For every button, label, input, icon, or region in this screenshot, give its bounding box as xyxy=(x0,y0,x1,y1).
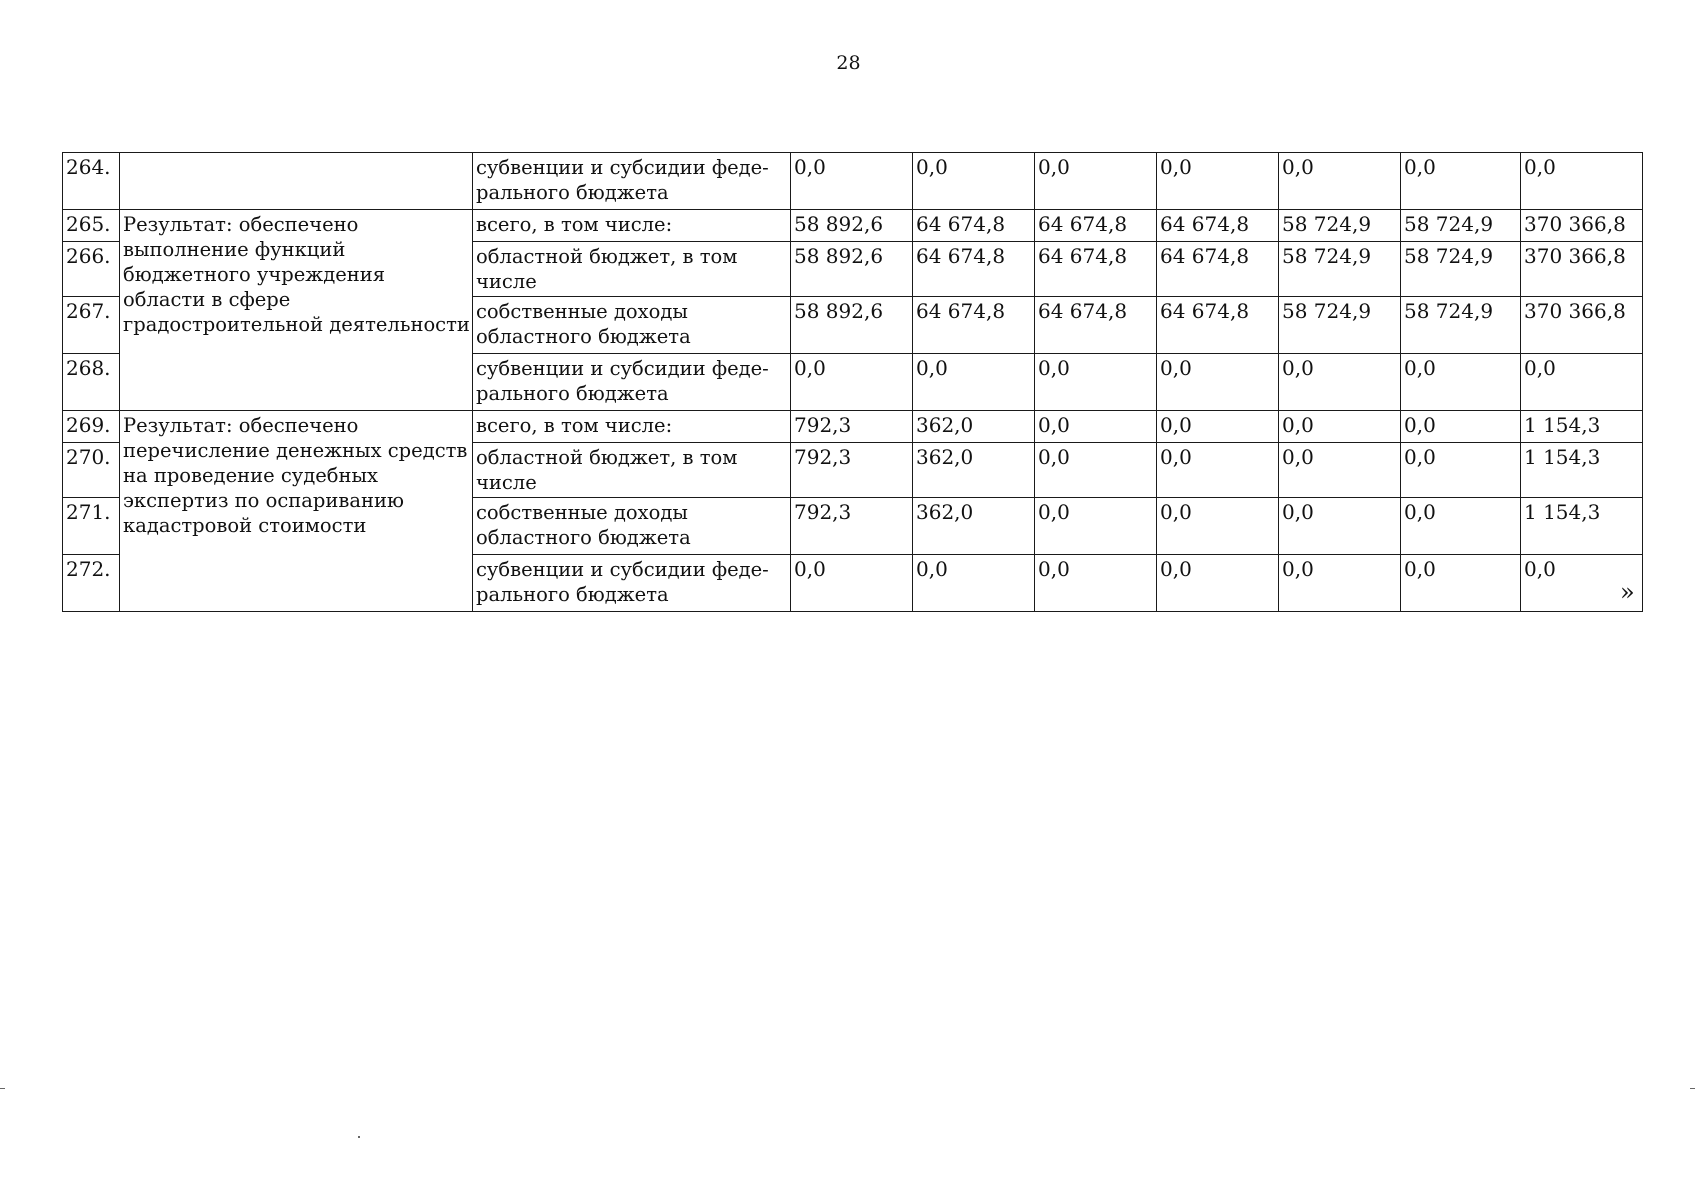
value-cell: 792,3 xyxy=(791,411,913,443)
row-number: 268. xyxy=(63,354,120,411)
value-cell: 792,3 xyxy=(791,498,913,555)
scan-dot xyxy=(358,1136,360,1138)
value-cell: 362,0 xyxy=(913,411,1035,443)
value-cell: 0,0 xyxy=(1279,354,1401,411)
value-cell: 0,0 xyxy=(1157,354,1279,411)
value-cell: 0,0 xyxy=(1521,153,1643,210)
value-cell: 0,0 xyxy=(1157,498,1279,555)
table-row xyxy=(63,153,1643,210)
value-cell: 0,0 xyxy=(1279,411,1401,443)
funding-source: собственные доходы областного бюджета xyxy=(473,498,791,555)
value-cell: 0,0 xyxy=(1401,411,1521,443)
result-description: Результат: обеспечено перечисление денежных средств на проведение судебных экспертиз по оспариванию кадастровой стоимости xyxy=(120,411,473,612)
value-cell: 0,0 xyxy=(1521,555,1643,612)
value-cell: 58 892,6 xyxy=(791,210,913,242)
value-cell: 0,0 xyxy=(1157,411,1279,443)
value-cell: 0,0 xyxy=(913,555,1035,612)
funding-source: областной бюджет, в том числе xyxy=(473,242,791,297)
value-cell: 0,0 xyxy=(1401,555,1521,612)
value-cell: 0,0 xyxy=(1279,498,1401,555)
value-cell: 64 674,8 xyxy=(1035,242,1157,297)
value-cell: 0,0 xyxy=(1035,555,1157,612)
scan-edge-mark-left xyxy=(0,1088,5,1089)
value-cell: 792,3 xyxy=(791,443,913,498)
result-description: Результат: обеспечено выполнение функций бюджетного учреждения области в сфере градостроительной деятельности xyxy=(120,210,473,411)
value-cell: 64 674,8 xyxy=(1035,297,1157,354)
row-number: 265. xyxy=(63,210,120,242)
value-cell: 0,0 xyxy=(1401,354,1521,411)
budget-table xyxy=(62,152,1643,612)
row-number: 272. xyxy=(63,555,120,612)
value-cell: 370 366,8 xyxy=(1521,297,1643,354)
funding-source: субвенции и субсидии феде- рального бюджета xyxy=(473,354,791,411)
value-cell: 362,0 xyxy=(913,443,1035,498)
result-cell-empty xyxy=(120,153,473,210)
value-cell: 58 724,9 xyxy=(1279,297,1401,354)
value-cell: 0,0 xyxy=(1035,354,1157,411)
value-cell: 1 154,3 xyxy=(1521,411,1643,443)
value-cell: 58 892,6 xyxy=(791,297,913,354)
funding-source: субвенции и субсидии феде- рального бюджета xyxy=(473,555,791,612)
value-cell: 58 724,9 xyxy=(1401,210,1521,242)
scan-edge-mark-right xyxy=(1690,1088,1695,1089)
value-cell: 0,0 xyxy=(791,555,913,612)
value-cell: 64 674,8 xyxy=(913,210,1035,242)
table-row xyxy=(63,210,1643,242)
value-cell: 370 366,8 xyxy=(1521,242,1643,297)
value-cell: 0,0 xyxy=(1035,498,1157,555)
funding-source: субвенции и субсидии феде- рального бюджета xyxy=(473,153,791,210)
row-number: 264. xyxy=(63,153,120,210)
value-cell: 0,0 xyxy=(1157,443,1279,498)
value-cell: 64 674,8 xyxy=(913,242,1035,297)
value-cell: 0,0 xyxy=(791,153,913,210)
value-cell: 0,0 xyxy=(1401,153,1521,210)
funding-source: всего, в том числе: xyxy=(473,210,791,242)
row-number: 270. xyxy=(63,443,120,498)
value-cell: 0,0 xyxy=(1401,443,1521,498)
value-cell: 58 724,9 xyxy=(1401,242,1521,297)
row-number: 267. xyxy=(63,297,120,354)
row-number: 266. xyxy=(63,242,120,297)
row-number: 269. xyxy=(63,411,120,443)
funding-source: всего, в том числе: xyxy=(473,411,791,443)
value-cell: 0,0 xyxy=(1157,555,1279,612)
value-cell: 58 724,9 xyxy=(1279,242,1401,297)
value-cell: 64 674,8 xyxy=(1035,210,1157,242)
value-cell: 0,0 xyxy=(1157,153,1279,210)
value-cell: 0,0 xyxy=(791,354,913,411)
value-cell: 0,0 xyxy=(1521,354,1643,411)
value-cell: 0,0 xyxy=(1279,153,1401,210)
value-cell: 64 674,8 xyxy=(1157,297,1279,354)
page-number: 28 xyxy=(836,52,861,74)
value-cell: 1 154,3 xyxy=(1521,443,1643,498)
row-number: 271. xyxy=(63,498,120,555)
value-cell: 0,0 xyxy=(1401,498,1521,555)
value-cell: 0,0 xyxy=(1035,411,1157,443)
value-cell: 0,0 xyxy=(1035,443,1157,498)
table-row xyxy=(63,411,1643,443)
value-cell: 58 724,9 xyxy=(1401,297,1521,354)
value-cell: 0,0 xyxy=(913,354,1035,411)
value-cell: 58 892,6 xyxy=(791,242,913,297)
value-cell: 64 674,8 xyxy=(1157,210,1279,242)
value-cell: 0,0 xyxy=(1035,153,1157,210)
value-cell: 0,0 xyxy=(913,153,1035,210)
value-cell: 370 366,8 xyxy=(1521,210,1643,242)
funding-source: собственные доходы областного бюджета xyxy=(473,297,791,354)
value-cell: 64 674,8 xyxy=(1157,242,1279,297)
value-cell: 0,0 xyxy=(1279,555,1401,612)
value-cell: 0,0 xyxy=(1279,443,1401,498)
value-cell: 1 154,3 xyxy=(1521,498,1643,555)
funding-source: областной бюджет, в том числе xyxy=(473,443,791,498)
closing-quote-mark: » xyxy=(1620,578,1635,606)
value-cell: 64 674,8 xyxy=(913,297,1035,354)
value-cell: 58 724,9 xyxy=(1279,210,1401,242)
value-cell: 362,0 xyxy=(913,498,1035,555)
